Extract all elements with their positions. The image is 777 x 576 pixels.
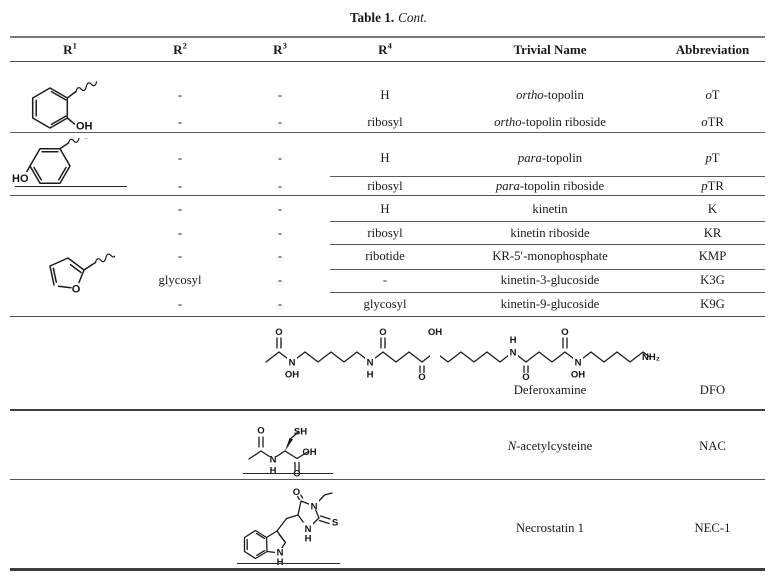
cell-trivial-name [440,87,660,104]
atom-label: N [304,524,312,535]
column-header [130,38,230,61]
table-row [10,225,765,242]
cell-abbreviation [660,272,765,289]
cell-abbreviation [660,114,765,131]
attachment-squiggle [67,138,90,144]
cell-r4: ribosyl [367,179,403,193]
cell-r2: - [177,249,183,263]
table-row [10,248,765,265]
cell-r3: - [277,202,283,216]
text-part: K9G [700,297,725,311]
text-part: KMP [698,249,727,263]
atom-label: O [561,327,569,338]
table-caption [0,10,777,26]
text-part: -acetylcysteine [516,439,593,453]
cell-r3: - [277,273,283,287]
atom-label: S [331,517,339,529]
cell-trivial-name [440,438,660,455]
compound-group-n-acetylcysteine [10,409,765,479]
atom-label: O [522,372,530,383]
text-part: -topolin [543,88,584,102]
cell-r4: glycosyl [363,297,407,311]
row-separator-line [330,269,765,270]
column-header-label: R [63,42,73,57]
text-part: kinetin [532,202,568,216]
cell-trivial-name [440,114,660,131]
text-part: p [705,151,712,165]
cell-r3: - [277,179,283,193]
text-part: KR-5′-monophosphate [492,249,608,263]
atom-label: OH [76,120,93,133]
atom-label: O [418,372,426,383]
table-row [10,296,765,313]
cell-r4: ribosyl [367,226,403,240]
cell-abbreviation [660,438,765,455]
cell-abbreviation [660,178,765,195]
cell-r2: - [177,202,183,216]
text-part: kinetin-3-glucoside [500,273,600,287]
cell-r2: - [177,226,183,240]
text-part: N [507,439,517,453]
table-row [10,382,765,399]
compound-group-ortho-topolin [10,61,765,132]
cell-r3: - [277,88,283,102]
column-header-label: R [273,42,283,57]
text-part: p [701,179,708,193]
atom-label: N [310,501,318,513]
text-part: NEC-1 [694,521,731,535]
atom-label: H [304,533,312,545]
atom-label: N [276,547,284,559]
atom-label: O [293,468,301,479]
cell-abbreviation [660,87,765,104]
cell-r3: - [277,297,283,311]
cell-abbreviation [660,201,765,218]
column-header [10,38,130,61]
row-separator-line [330,221,765,222]
table-caption-cont: Cont. [398,10,428,25]
table-row [10,150,765,167]
atom-label: H [509,335,517,346]
cell-trivial-name [440,201,660,218]
table-caption-number: Table 1. [349,10,395,25]
table-row [10,517,765,537]
table-row [10,178,765,195]
cell-trivial-name [440,178,660,195]
text-part: para [517,151,542,165]
cell-r3: - [277,151,283,165]
row-separator-line [330,176,765,177]
text-part: Deferoxamine [513,383,587,397]
atom-label: NH₂ [642,352,660,363]
cell-r2: - [177,297,183,311]
text-part: kinetin riboside [510,226,590,240]
atom-label: H [366,369,374,381]
atom-label: O [379,327,387,338]
column-header-superscript: 1 [72,40,77,51]
compound-group-deferoxamine [10,316,765,409]
cell-abbreviation [660,225,765,242]
table-row [10,114,765,131]
table-header-row [10,38,765,61]
text-part: o [701,115,708,129]
text-part: Necrostatin 1 [516,521,584,535]
atom-label: O [275,327,283,338]
cell-abbreviation [660,150,765,167]
column-header [440,38,660,61]
cell-r2: - [177,179,183,193]
text-part: -topolin riboside [519,179,605,193]
column-header-label: Abbreviation [675,42,750,57]
text-part: K [707,202,718,216]
text-part: T [711,88,720,102]
text-part: ortho [494,115,522,129]
table-row [10,272,765,289]
atom-label: HO [12,173,29,185]
atom-label: H [276,557,284,568]
text-part: TR [707,179,724,193]
atom-label: SH [293,426,308,438]
cell-r4: H [380,202,390,216]
text-part: ortho [516,88,544,102]
cell-r2: - [177,115,183,129]
structure-underline [243,473,333,474]
cell-trivial-name [440,272,660,289]
atom-label: N [509,347,517,359]
text-part: DFO [699,383,726,397]
atom-label: N [366,357,374,369]
column-header [660,38,765,61]
column-header-superscript: 4 [387,40,392,51]
cell-abbreviation [660,382,765,399]
cell-abbreviation [660,296,765,313]
table-row [10,201,765,218]
text-part: -topolin riboside [521,115,606,129]
compound-group-necrostatin-1 [10,479,765,568]
table-row [10,87,765,104]
atom-label: OH [570,369,586,381]
text-part: NAC [699,439,726,453]
cell-r4: ribosyl [367,115,403,129]
column-header [330,38,440,61]
carbon-chain [266,352,649,362]
atom-label: O [71,283,81,296]
text-part: kinetin-9-glucoside [500,297,600,311]
column-header [230,38,330,61]
text-part: TR [707,115,724,129]
compound-group-para-topolin [10,132,765,195]
cell-r3: - [277,115,283,129]
text-part: K3G [700,273,725,287]
cell-r2: glycosyl [158,273,202,287]
text-part: o [705,88,712,102]
cell-trivial-name [440,225,660,242]
cell-trivial-name [440,520,660,537]
row-separator-line [330,292,765,293]
cell-r3: - [277,249,283,263]
atom-label: OH [284,369,300,381]
atom-label: O [292,487,301,498]
row-separator-line [330,244,765,245]
atom-label: N [288,357,296,369]
text-part: para [495,179,520,193]
atom-label: N [269,454,277,466]
cell-r4: - [382,273,388,287]
cell-trivial-name [440,382,660,399]
text-part: -topolin [541,151,583,165]
cell-abbreviation [660,520,765,537]
cell-r2: - [177,88,183,102]
cell-r4: H [380,88,390,102]
compound-table [10,36,765,571]
structure-deferoxamine [258,320,678,384]
atom-label: H [269,465,277,477]
column-header-label: R [378,42,388,57]
text-part: T [711,151,720,165]
column-header-superscript: 3 [282,40,287,51]
cell-trivial-name [440,296,660,313]
cell-trivial-name [440,150,660,167]
cell-r3: - [277,226,283,240]
column-header-label: R [173,42,183,57]
structure-underline [237,563,340,564]
text-part: KR [703,226,722,240]
atom-label: N [574,357,582,369]
cell-r4: ribotide [365,249,405,263]
atom-label: O [257,425,265,437]
cell-r4: H [380,151,390,165]
table-row [10,438,765,455]
column-header-label: Trivial Name [513,42,587,57]
atom-label: OH [427,327,443,338]
column-header-superscript: 2 [182,40,187,51]
compound-group-kinetin [10,195,765,316]
cell-abbreviation [660,248,765,265]
cell-r2: - [177,151,183,165]
cell-trivial-name [440,248,660,265]
atom-label: OH [302,447,317,458]
